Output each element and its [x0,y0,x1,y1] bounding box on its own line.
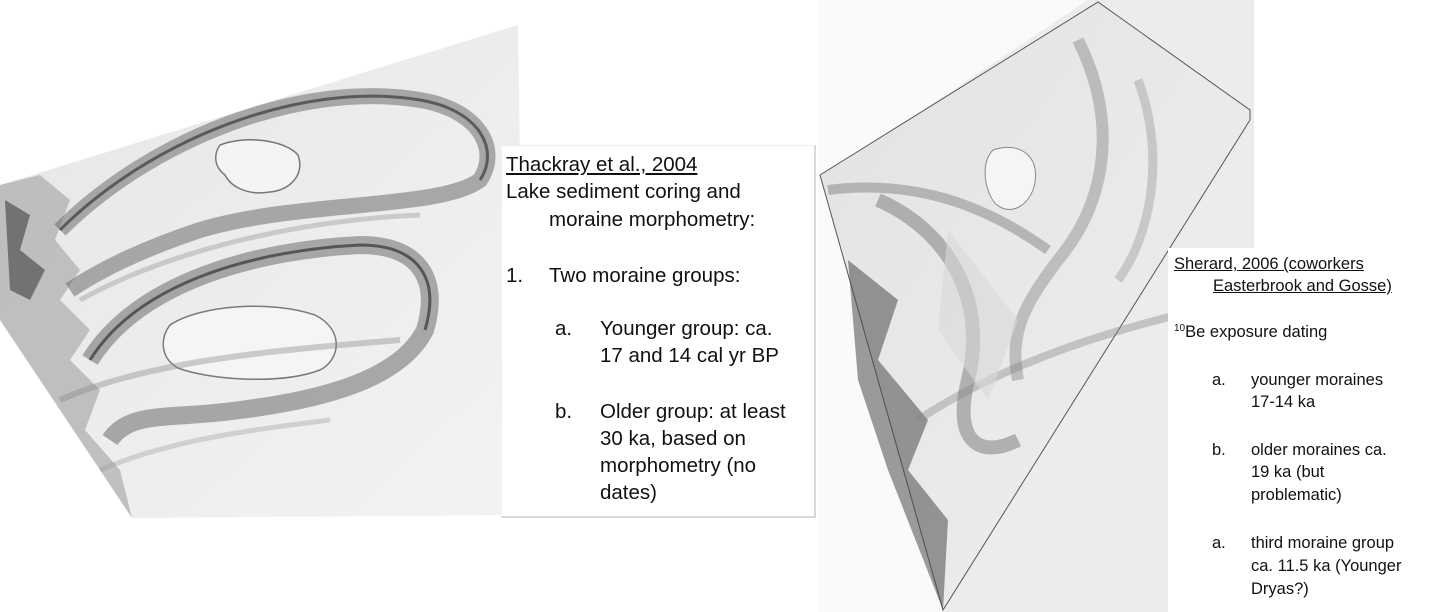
item-a-line-2: 17-14 ka [1251,393,1316,411]
method-line-1: Lake sediment coring and [506,180,741,203]
item-c-letter: a. [1212,534,1226,552]
item-1-text: Two moraine groups: [549,264,741,287]
item-c-line-2: ca. 11.5 ka (Younger [1251,557,1402,575]
item-b-line-2: 30 ka, based on [600,427,746,450]
shaded-relief-map-left [0,0,520,520]
citation-sherard-line-1: Sherard, 2006 (coworkers [1174,255,1364,273]
citation-sherard-line-2: Easterbrook and Gosse) [1213,277,1392,295]
item-b-line-2: 19 ka (but [1251,463,1325,481]
item-a-letter: a. [1212,371,1226,389]
item-c-line-1: third moraine group [1251,534,1395,552]
item-a-line-1: younger moraines [1251,371,1384,389]
citation-thackray: Thackray et al., 2004 [506,153,698,176]
item-a-line-1: Younger group: ca. [600,317,773,340]
method-text: Be exposure dating [1185,323,1328,341]
sherard-summary-box [1168,248,1439,612]
item-b-letter: b. [1212,441,1226,459]
item-a-letter: a. [555,317,573,340]
item-1-number: 1. [506,264,524,287]
item-b-line-4: dates) [600,481,657,504]
item-c-line-3: Dryas?) [1251,580,1309,598]
item-b-line-1: Older group: at least [600,400,786,423]
thackray-summary-box [501,145,816,518]
item-b-letter: b. [555,400,573,423]
item-b-line-3: problematic) [1251,486,1342,504]
isotope-superscript: 10 [1174,323,1186,334]
item-b-line-1: older moraines ca. [1251,441,1387,459]
method-line-2: moraine morphometry: [549,208,756,231]
item-a-line-2: 17 and 14 cal yr BP [600,344,779,367]
item-b-line-3: morphometry (no [600,454,757,477]
method-exposure-dating [1174,322,1327,343]
